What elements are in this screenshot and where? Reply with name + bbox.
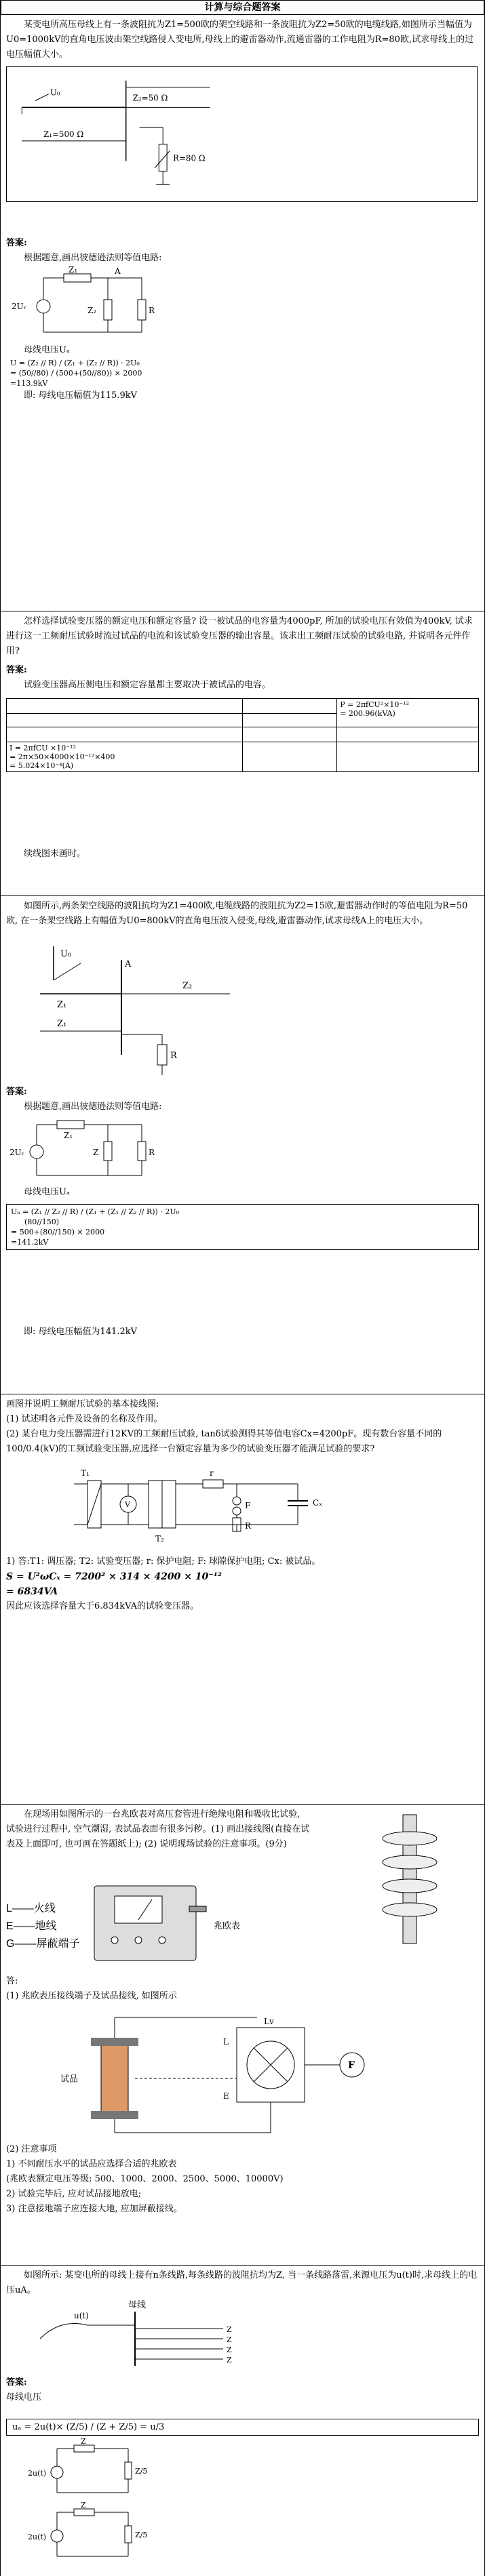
question-6 <box>1 2266 484 2574</box>
svg-text:2u(t): 2u(t) <box>28 2469 47 2478</box>
q1-formula-3: =113.9kV <box>10 379 48 388</box>
q3-text: 如图所示,两条架空线路的波阻抗均为Z1=400欧,电缆线路的波阻抗为Z2=15欧,避雷器动作时的等值电阻为R=50欧, 在一条架空线路上有幅值为U0=800kV的直角电压波入侵变,母线,避雷器动作,试求母线A上的电压大小。 <box>6 901 468 926</box>
megohmmeter-illustration <box>88 1879 210 1974</box>
q1-voltage-label: 母线电压Uₐ <box>24 345 70 355</box>
q4-item-1: (1) 试述明各元件及设备的名称及作用。 <box>6 1414 163 1424</box>
svg-text:E: E <box>223 2091 229 2101</box>
svg-text:R: R <box>245 1521 252 1531</box>
bushing-illustration <box>376 1811 444 1947</box>
q2-text: 怎样选择试验变压器的额定电压和额定容量? 设一被试品的电容量为4000pF, 所加的试验电压有效值为400kV, 试求进行这一工频耐压试验时流过试品的电流和该试验变压器的输出容量。该求出工频耐压试验的试验电路, 并说明各元件作用? <box>6 616 473 656</box>
q6-equivalent-circuit-2 <box>26 2502 162 2563</box>
q5-answer-label: 答: <box>6 1976 18 1986</box>
q1-intro: 根据题意,画出彼德逊法则等值电路: <box>24 253 162 263</box>
svg-text:Lv: Lv <box>264 2017 274 2026</box>
q5-note-2: (兆欧表额定电压等级: 500、1000、2000、2500、5000、10000V) <box>6 2174 284 2184</box>
q4-item-2: (2) 某台电力变压器需进行12KV的工频耐压试验, tanδ试验测得其等值电容Cx=4200pF。现有数台容量不同的100/0.4(kV)的工频试验变压器,应选择一台额定容量为多少的试验变压器才能满足试验的要求? <box>6 1429 442 1454</box>
q5-note-4: 3) 注意接地端子应连接大地, 应加屏蔽接线。 <box>6 2204 182 2214</box>
q5-text: 在现场用如图所示的一台兆欧表对高压套管进行绝缘电阻和吸收比试验, 试验进行过程中, 空气潮湿, 表试品表面有很多污秽。(1) 画出接线图(直接在试表及上面即可, 也可画在答题纸上); (2) 说明现场试验的注意事项。(9分) <box>6 1809 310 1849</box>
svg-text:Z: Z <box>227 2356 232 2364</box>
svg-text:Z: Z <box>227 2335 232 2344</box>
svg-text:F: F <box>245 1501 251 1510</box>
meter-label: 兆欧表 <box>214 1921 241 1931</box>
q5-answer-1: (1) 兆欧表压接线端子及试品接线, 如图所示 <box>6 1991 177 2001</box>
svg-text:T₁: T₁ <box>81 1468 90 1478</box>
q2-calc-table: P = 2πfCU²×10⁻¹² = 200.96(kVA) I = 2πfCU ×10⁻¹² = 2π×50×4000×10⁻¹²×400 = 5.024×10⁻⁴(A) <box>6 698 479 772</box>
q3-formula-box: Uₐ = (Z₁ // Z₂ // R) / (Z₁ + (Z₁ // Z₂ // R)) · 2U₀ (80//150) = 500+(80//150) × 2000 =141.2kV <box>6 1204 479 1250</box>
q1-fig-z1: Z₁=500 Ω <box>43 129 84 139</box>
q6-formula-box: uₐ = 2u(t)× (Z/5) / (Z + Z/5) = u/3 <box>6 2419 479 2436</box>
q1-result: 即: 母线电压幅值为115.9kV <box>24 390 137 401</box>
q5-notes-title: (2) 注意事项 <box>6 2144 57 2154</box>
q2-answer-label: 答案: <box>6 665 27 675</box>
svg-text:Z: Z <box>227 2325 232 2334</box>
question-5 <box>1 1805 484 2266</box>
svg-text:Z: Z <box>81 2438 86 2446</box>
q4-formula-1: S = U²ωCₓ = 7200² × 314 × 4200 × 10⁻¹² <box>6 1571 222 1582</box>
q1-fig-z2: Z₂=50 Ω <box>132 93 168 103</box>
svg-text:Z: Z <box>227 2346 232 2354</box>
q2-footer: 续线图未画时。 <box>24 849 86 859</box>
q3-circuit-figure <box>26 933 257 1082</box>
q1-equivalent-circuit <box>6 266 182 340</box>
q1-formula-2: = (50//80) / (500+(50//80)) × 2000 <box>10 369 142 378</box>
svg-text:A: A <box>125 959 132 969</box>
q3-equivalent-circuit <box>6 1114 182 1182</box>
q3-result: 即: 母线电压幅值为141.2kV <box>24 1327 137 1337</box>
svg-text:2Uᵣ: 2Uᵣ <box>9 1148 24 1157</box>
svg-text:Z: Z <box>93 1148 99 1157</box>
q1-formula-1: U = (Z₂ // R) / (Z₁ + (Z₂ // R)) · 2U₀ <box>10 359 140 367</box>
svg-text:R: R <box>149 1148 155 1157</box>
svg-text:母线: 母线 <box>128 2300 147 2310</box>
q5-note-3: 2) 试验完毕后, 应对试品接地放电; <box>6 2189 142 2199</box>
svg-text:Z₂: Z₂ <box>182 981 193 991</box>
svg-text:试品: 试品 <box>60 2074 79 2085</box>
page-title: 计算与综合题答案 <box>1 0 484 15</box>
svg-text:Z₂: Z₂ <box>88 306 97 315</box>
svg-text:Z₁: Z₁ <box>69 266 78 275</box>
q5-wiring-diagram <box>33 2004 386 2139</box>
q4-formula-2: = 6834VA <box>6 1586 58 1597</box>
svg-text:2Uᵣ: 2Uᵣ <box>12 302 26 311</box>
q6-bus-figure <box>33 2298 250 2373</box>
svg-text:r: r <box>210 1468 214 1478</box>
svg-text:Z/5: Z/5 <box>135 2467 148 2476</box>
svg-text:V: V <box>125 1500 130 1509</box>
svg-text:Z₁: Z₁ <box>57 1019 67 1029</box>
svg-text:A: A <box>115 266 121 276</box>
q1-answer-label: 答案: <box>6 238 27 248</box>
q4-text: 画图并说明工频耐压试验的基本接线图: <box>6 1399 159 1409</box>
question-1 <box>1 15 484 611</box>
question-3 <box>1 896 484 1394</box>
svg-text:Z: Z <box>81 2502 86 2510</box>
q5-note-1: 1) 不同耐压水平的试品应选择合适的兆欧表 <box>6 2159 177 2169</box>
svg-text:2u(t): 2u(t) <box>28 2533 47 2541</box>
svg-text:U₀: U₀ <box>60 949 72 959</box>
q6-voltage-label: 母线电压 <box>6 2392 42 2402</box>
q1-circuit-figure <box>6 66 478 202</box>
q4-test-circuit <box>67 1457 338 1552</box>
q1-fig-r: R=80 Ω <box>173 153 206 163</box>
q2-answer: 试验变压器高压侧电压和额定容量都主要取决于被试品的电容。 <box>24 680 271 690</box>
q6-equivalent-circuit-1 <box>26 2438 162 2499</box>
svg-text:F: F <box>348 2060 355 2071</box>
question-2 <box>1 611 484 896</box>
q3-intro: 根据题意,画出彼德逊法则等值电路: <box>24 1102 162 1112</box>
svg-text:R: R <box>170 1051 177 1061</box>
q4-conclusion: 因此应该选择容量大于6.834kVA的试验变压器。 <box>6 1601 199 1611</box>
svg-text:R: R <box>149 306 155 315</box>
svg-text:Cₓ: Cₓ <box>313 1498 323 1508</box>
q3-answer-label: 答案: <box>6 1087 27 1097</box>
q1-fig-u0: U₀ <box>50 87 60 98</box>
svg-text:Z/5: Z/5 <box>135 2531 148 2539</box>
q1-text: 某变电所高压母线上有一条波阻抗为Z1=500欧的架空线路和一条波阻抗为Z2=50欧的电缆线路,如图所示当幅值为U0=1000kV的直角电压波由架空线路侵入变电所,母线上的避雷器动作,流通雷器的工作电阻为R=80欧,试求母线上的过电压幅值大小。 <box>6 20 474 60</box>
question-4 <box>1 1394 484 1805</box>
q3-voltage-label: 母线电压Uₐ <box>24 1187 70 1197</box>
q6-answer-label: 答案: <box>6 2377 27 2388</box>
q4-answer: 1) 答:T1: 调压器; T2: 试验变压器; r: 保护电阻; F: 球隙保护电阻; Cx: 被试品。 <box>6 1556 321 1567</box>
q6-text: 如图所示: 某变电所的母线上接有n条线路,每条线路的波阻抗均为Z, 当一条线路落雷,来源电压为u(t)时,求母线上的电压uA。 <box>6 2270 478 2295</box>
svg-text:Z₁: Z₁ <box>64 1131 73 1140</box>
svg-text:T₂: T₂ <box>155 1534 164 1544</box>
svg-text:u(t): u(t) <box>74 2311 89 2320</box>
svg-text:Z₁: Z₁ <box>57 1000 67 1010</box>
svg-text:L: L <box>223 2037 229 2047</box>
terminal-legend: L——火线 E——地线 G——屏蔽端子 <box>6 1903 80 1950</box>
